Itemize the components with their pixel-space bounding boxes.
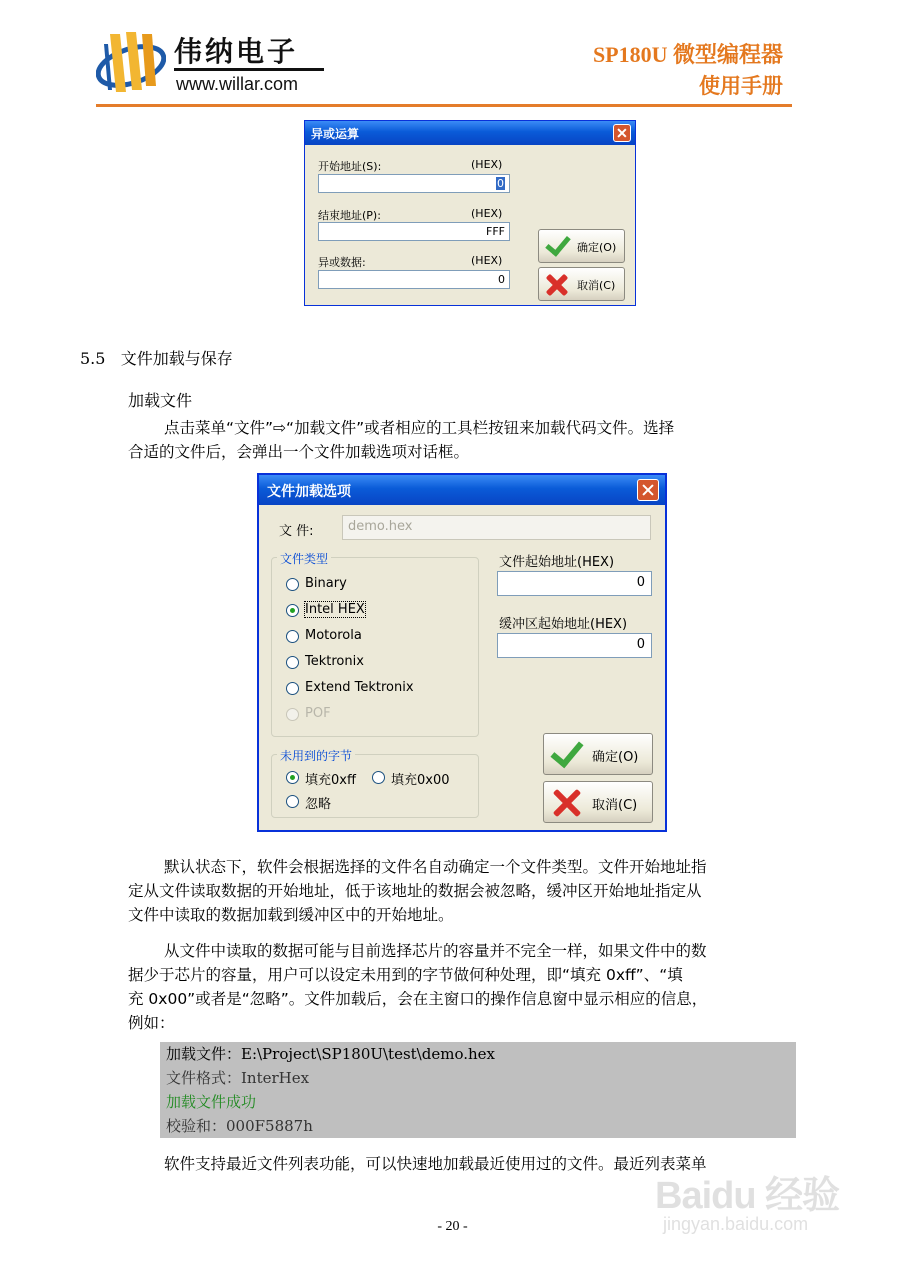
radio-pof (286, 708, 299, 721)
xor-cancel-button[interactable] (538, 267, 625, 301)
check-icon (550, 734, 583, 769)
load-cancel-button[interactable] (543, 781, 653, 823)
load-ok-button[interactable] (543, 733, 653, 775)
radio-intel-hex[interactable] (286, 604, 299, 617)
buffer-start-address-label: 缓冲区起始地址(HEX) (499, 617, 628, 632)
para3-line1: 从文件中读取的数据可能与目前选择芯片的容量并不完全一样，如果文件中的数 (164, 942, 707, 960)
file-name-field: demo.hex (342, 515, 651, 540)
cross-icon (544, 274, 570, 296)
radio-binary[interactable] (286, 578, 299, 591)
para2-line1: 默认状态下，软件会根据选择的文件名自动确定一个文件类型。文件开始地址指 (164, 858, 707, 876)
radio-fill-0x00-label: 填充0x00 (391, 773, 450, 788)
para2-line2: 定从文件读取数据的开始地址，低于该地址的数据会被忽略，缓冲区开始地址指定从 (128, 882, 702, 900)
radio-extend-tektronix[interactable] (286, 682, 299, 695)
file-start-address-label: 文件起始地址(HEX) (499, 555, 615, 570)
doc-title-manual: 使用手册 (699, 74, 783, 98)
xor-dialog-titlebar (305, 121, 635, 145)
load-dialog-titlebar (259, 475, 665, 505)
file-start-address-input[interactable]: 0 (497, 571, 652, 596)
file-type-group-title: 文件类型 (277, 550, 331, 567)
section-heading (80, 346, 233, 369)
header-divider (96, 104, 792, 107)
end-address-hex-label: (HEX) (471, 207, 503, 220)
xor-data-input[interactable]: 0 (318, 270, 510, 289)
radio-ignore[interactable] (286, 795, 299, 808)
load-cancel-label: 取消(C) (592, 798, 638, 813)
para2-line3: 文件中读取的数据加载到缓冲区中的开始地址。 (128, 906, 454, 924)
watermark-brand: Baidu 经验 (655, 1175, 840, 1217)
radio-motorola[interactable] (286, 630, 299, 643)
start-address-label: 开始地址(S): (318, 160, 382, 173)
radio-extend-tektronix-label: Extend Tektronix (305, 680, 414, 695)
start-address-value: 0 (497, 177, 504, 190)
check-icon (545, 230, 571, 257)
willar-logo-icon (96, 30, 166, 96)
xor-cancel-label: 取消(C) (577, 279, 616, 292)
para3-line2: 据少于芯片的容量，用户可以设定未用到的字节做何种处理，即“填充 0xff”、“填 (128, 966, 683, 984)
doc-title-product: SP180U 微型编程器 (592, 42, 783, 67)
start-address-input[interactable] (318, 174, 510, 193)
load-options-dialog (257, 473, 667, 832)
brand-name: 伟纳电子 (174, 35, 299, 68)
close-icon[interactable] (637, 479, 659, 501)
subheading-load-file: 加载文件 (128, 391, 193, 410)
para4-line1: 软件支持最近文件列表功能，可以快速地加载最近使用过的文件。最近列表菜单 (164, 1155, 707, 1173)
close-icon[interactable] (613, 124, 631, 142)
radio-pof-label: POF (305, 706, 331, 721)
radio-tektronix-label: Tektronix (305, 654, 364, 669)
radio-intel-hex-label: Intel HEX (305, 602, 365, 617)
console-line-load-file: 加载文件：E:\Project\SP180U\test\demo.hex (166, 1045, 495, 1063)
end-address-input[interactable]: FFF (318, 222, 510, 241)
para3-line4: 例如： (128, 1014, 175, 1032)
radio-tektronix[interactable] (286, 656, 299, 669)
end-address-label: 结束地址(P): (318, 209, 381, 222)
console-line-file-format: 文件格式：InterHex (166, 1069, 310, 1087)
load-dialog-title: 文件加载选项 (267, 484, 351, 500)
console-line-success: 加载文件成功 (166, 1093, 257, 1111)
para1-line1: 点击菜单“文件”⇨“加载文件”或者相应的工具栏按钮来加载代码文件。选择 (164, 419, 675, 437)
xor-dialog (304, 120, 636, 306)
radio-motorola-label: Motorola (305, 628, 362, 643)
brand-url: www.willar.com (176, 74, 299, 94)
file-type-group (271, 557, 479, 737)
cross-icon (550, 788, 584, 818)
xor-ok-button[interactable] (538, 229, 625, 263)
radio-binary-label: Binary (305, 576, 347, 591)
brand-underline (174, 68, 324, 71)
xor-ok-label: 确定(O) (577, 241, 617, 254)
section-title: 文件加载与保存 (120, 349, 233, 368)
para3-line3: 充 0x00”或者是“忽略”。文件加载后，会在主窗口的操作信息窗中显示相应的信息， (128, 990, 708, 1008)
baidu-watermark (655, 1164, 885, 1250)
buffer-start-address-input[interactable]: 0 (497, 633, 652, 658)
file-label: 文 件: (279, 524, 314, 539)
xor-data-hex-label: (HEX) (471, 254, 503, 267)
xor-dialog-title: 异或运算 (311, 127, 360, 141)
console-line-checksum: 校验和：000F5887h (166, 1117, 313, 1135)
page-number: - 20 - (437, 1219, 468, 1234)
start-address-hex-label: (HEX) (471, 158, 503, 171)
xor-data-label: 异或数据: (318, 256, 366, 269)
radio-fill-0xff-label: 填充0xff (305, 773, 356, 788)
radio-fill-0xff[interactable] (286, 771, 299, 784)
radio-fill-0x00[interactable] (372, 771, 385, 784)
radio-ignore-label: 忽略 (305, 797, 332, 812)
watermark-url: jingyan.baidu.com (663, 1214, 809, 1234)
operation-info-console (160, 1042, 796, 1138)
unused-bytes-group-title: 未用到的字节 (277, 747, 355, 764)
section-number: 5.5 (80, 349, 106, 368)
load-ok-label: 确定(O) (592, 750, 639, 765)
para1-line2: 合适的文件后，会弹出一个文件加载选项对话框。 (128, 443, 470, 461)
